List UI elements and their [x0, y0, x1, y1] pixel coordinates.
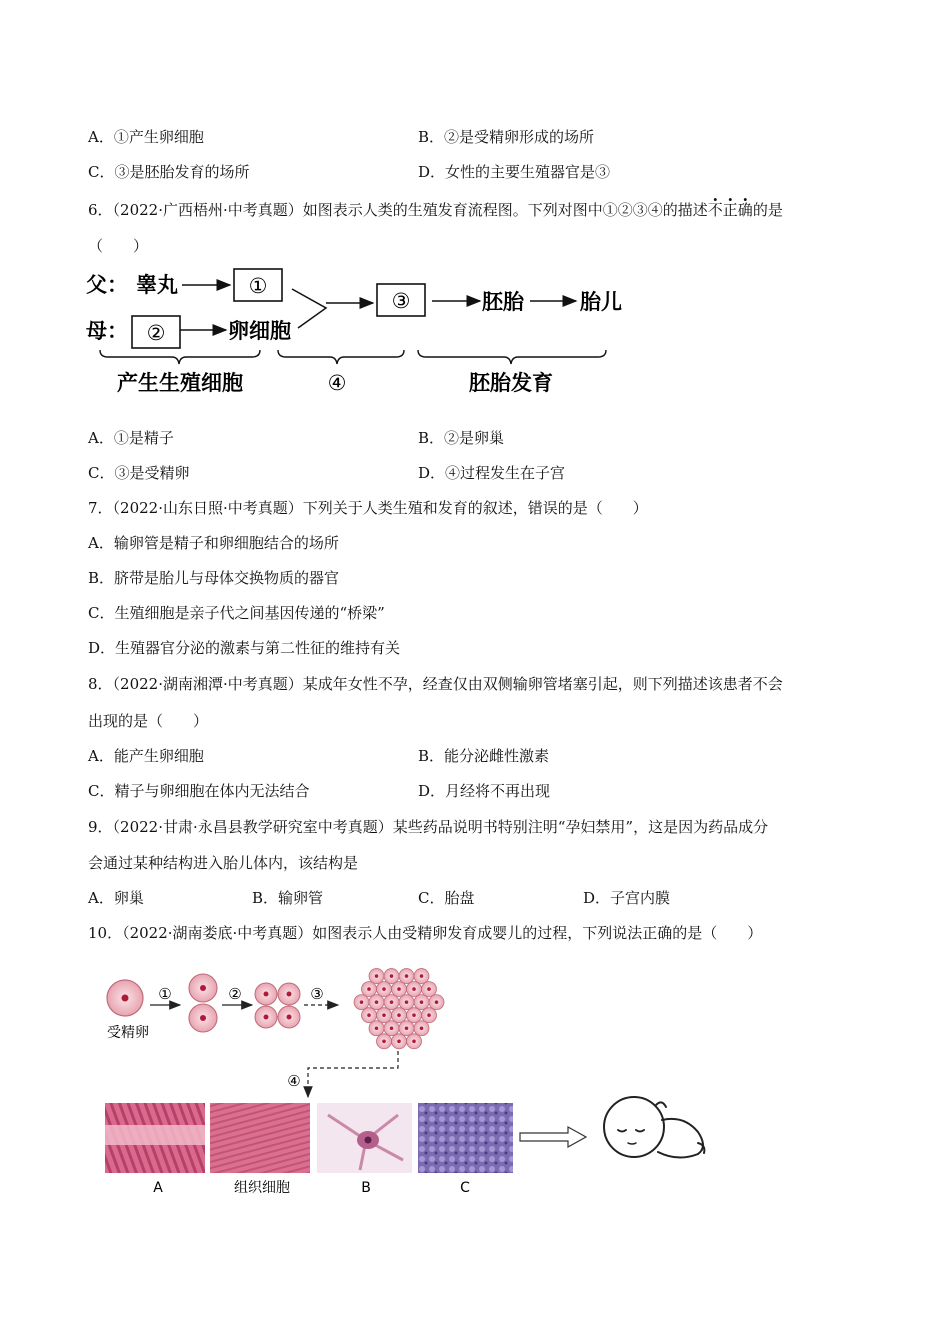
tissue-a-label: A: [153, 1180, 163, 1196]
tissue-b-label: B: [361, 1180, 371, 1196]
q5-option-d: D．女性的主要生殖器官是③: [418, 163, 611, 181]
q9-stem-line-2: 会通过某种结构进入胎儿体内，该结构是: [88, 854, 359, 872]
four-cell-stage-icon: [255, 983, 300, 1028]
q6-option-d: D．④过程发生在子宫: [418, 464, 566, 482]
q6-stage-3-label: 胚胎发育: [469, 371, 553, 395]
q6-stem: [88, 200, 783, 220]
q6-embryo-label: 胚胎: [482, 290, 524, 314]
step-2-label: ②: [228, 985, 242, 1003]
q5-option-a: A．①产生卵细胞: [88, 128, 204, 146]
q6-box-1-label: ①: [248, 274, 268, 298]
emphasis-char: 不: [707, 201, 723, 219]
q10-development-diagram: [98, 955, 728, 1205]
q8-stem-line-2: 出现的是（ ）: [88, 712, 209, 730]
q6-box-3-label: ③: [391, 289, 411, 313]
q9-option-d: D．子宫内膜: [583, 889, 671, 907]
q6-stem-emphasis: [708, 201, 753, 219]
emphasis-char: 正: [722, 201, 738, 219]
q6-option-c: C．③是受精卵: [88, 464, 190, 482]
tissue-a-image: [105, 1103, 205, 1173]
tissue-c-image: [418, 1103, 513, 1173]
q6-stage-2-label: ④: [327, 371, 347, 395]
q6-box-2-label: ②: [146, 321, 166, 345]
q9-option-a: A．卵巢: [88, 889, 144, 907]
baby-icon: [604, 1097, 704, 1158]
q6-egg-label: 卵细胞: [228, 319, 291, 343]
q6-flow-diagram: [80, 262, 640, 402]
q6-brace-2: [278, 350, 404, 364]
q7-option-b: B．脐带是胎儿与母体交换物质的器官: [88, 569, 340, 587]
emphasis-char: 确: [737, 201, 753, 219]
q8-option-b: B．能分泌雌性激素: [418, 747, 550, 765]
tissue-b-image: [317, 1103, 412, 1173]
q9-option-c: C．胎盘: [418, 889, 475, 907]
q6-brace-1: [100, 350, 260, 364]
q7-stem: 7．（2022·山东日照·中考真题）下列关于人类生殖和发育的叙述，错误的是（ ）: [88, 499, 648, 517]
q6-father-label: 父：: [86, 273, 128, 297]
q6-stem-pre: 6．（2022·广西梧州·中考真题）如图表示人类的生殖发育流程图。下列对图中①②③④的描述: [88, 201, 708, 219]
q6-option-b: B．②是卵巢: [418, 429, 505, 447]
tissue-muscle-image: [210, 1103, 310, 1173]
q7-option-a: A．输卵管是精子和卵细胞结合的场所: [88, 534, 339, 552]
q6-mother-label: 母：: [86, 319, 128, 343]
step-3-label: ③: [310, 985, 324, 1003]
q7-option-d: D．生殖器官分泌的激素与第二性征的维持有关: [88, 639, 401, 657]
q10-stem: 10．（2022·湖南娄底·中考真题）如图表示人由受精卵发育成婴儿的过程，下列说法正确的是（ ）: [88, 924, 763, 942]
hollow-arrow-icon: [520, 1127, 586, 1147]
step-4-label: ④: [287, 1072, 301, 1090]
q9-option-b: B．输卵管: [252, 889, 324, 907]
q6-brace-3: [418, 350, 606, 364]
q8-option-c: C．精子与卵细胞在体内无法结合: [88, 782, 310, 800]
q8-option-a: A．能产生卵细胞: [88, 747, 204, 765]
q6-option-a: A．①是精子: [88, 429, 174, 447]
q9-stem-line-1: 9．（2022·甘肃·永昌县教学研究室中考真题）某些药品说明书特别注明“孕妇禁用”，这是因为药品成分: [88, 818, 769, 836]
q7-option-c: C．生殖细胞是亲子代之间基因传递的“桥梁”: [88, 604, 385, 622]
q6-stem-post: 的是: [752, 201, 783, 219]
step-1-label: ①: [158, 985, 172, 1003]
q8-option-d: D．月经将不再出现: [418, 782, 551, 800]
q6-paren: （ ）: [88, 237, 149, 255]
zygote-label: 受精卵: [107, 1025, 149, 1041]
cell-mass-icon: [354, 969, 444, 1049]
tissue-cells-label: 组织细胞: [234, 1180, 290, 1196]
q5-option-b: B．②是受精卵形成的场所: [418, 128, 595, 146]
q5-option-c: C．③是胚胎发育的场所: [88, 163, 250, 181]
q6-stem-em: [708, 201, 753, 219]
q8-stem-line-1: 8．（2022·湖南湘潭·中考真题）某成年女性不孕，经查仅由双侧输卵管堵塞引起，则下列描述该患者不会: [88, 675, 783, 693]
tissue-c-label: C: [460, 1180, 470, 1196]
q6-fetus-label: 胎儿: [580, 290, 622, 314]
q6-stage-1-label: 产生生殖细胞: [117, 371, 243, 395]
q6-testis-label: 睾丸: [136, 273, 178, 297]
